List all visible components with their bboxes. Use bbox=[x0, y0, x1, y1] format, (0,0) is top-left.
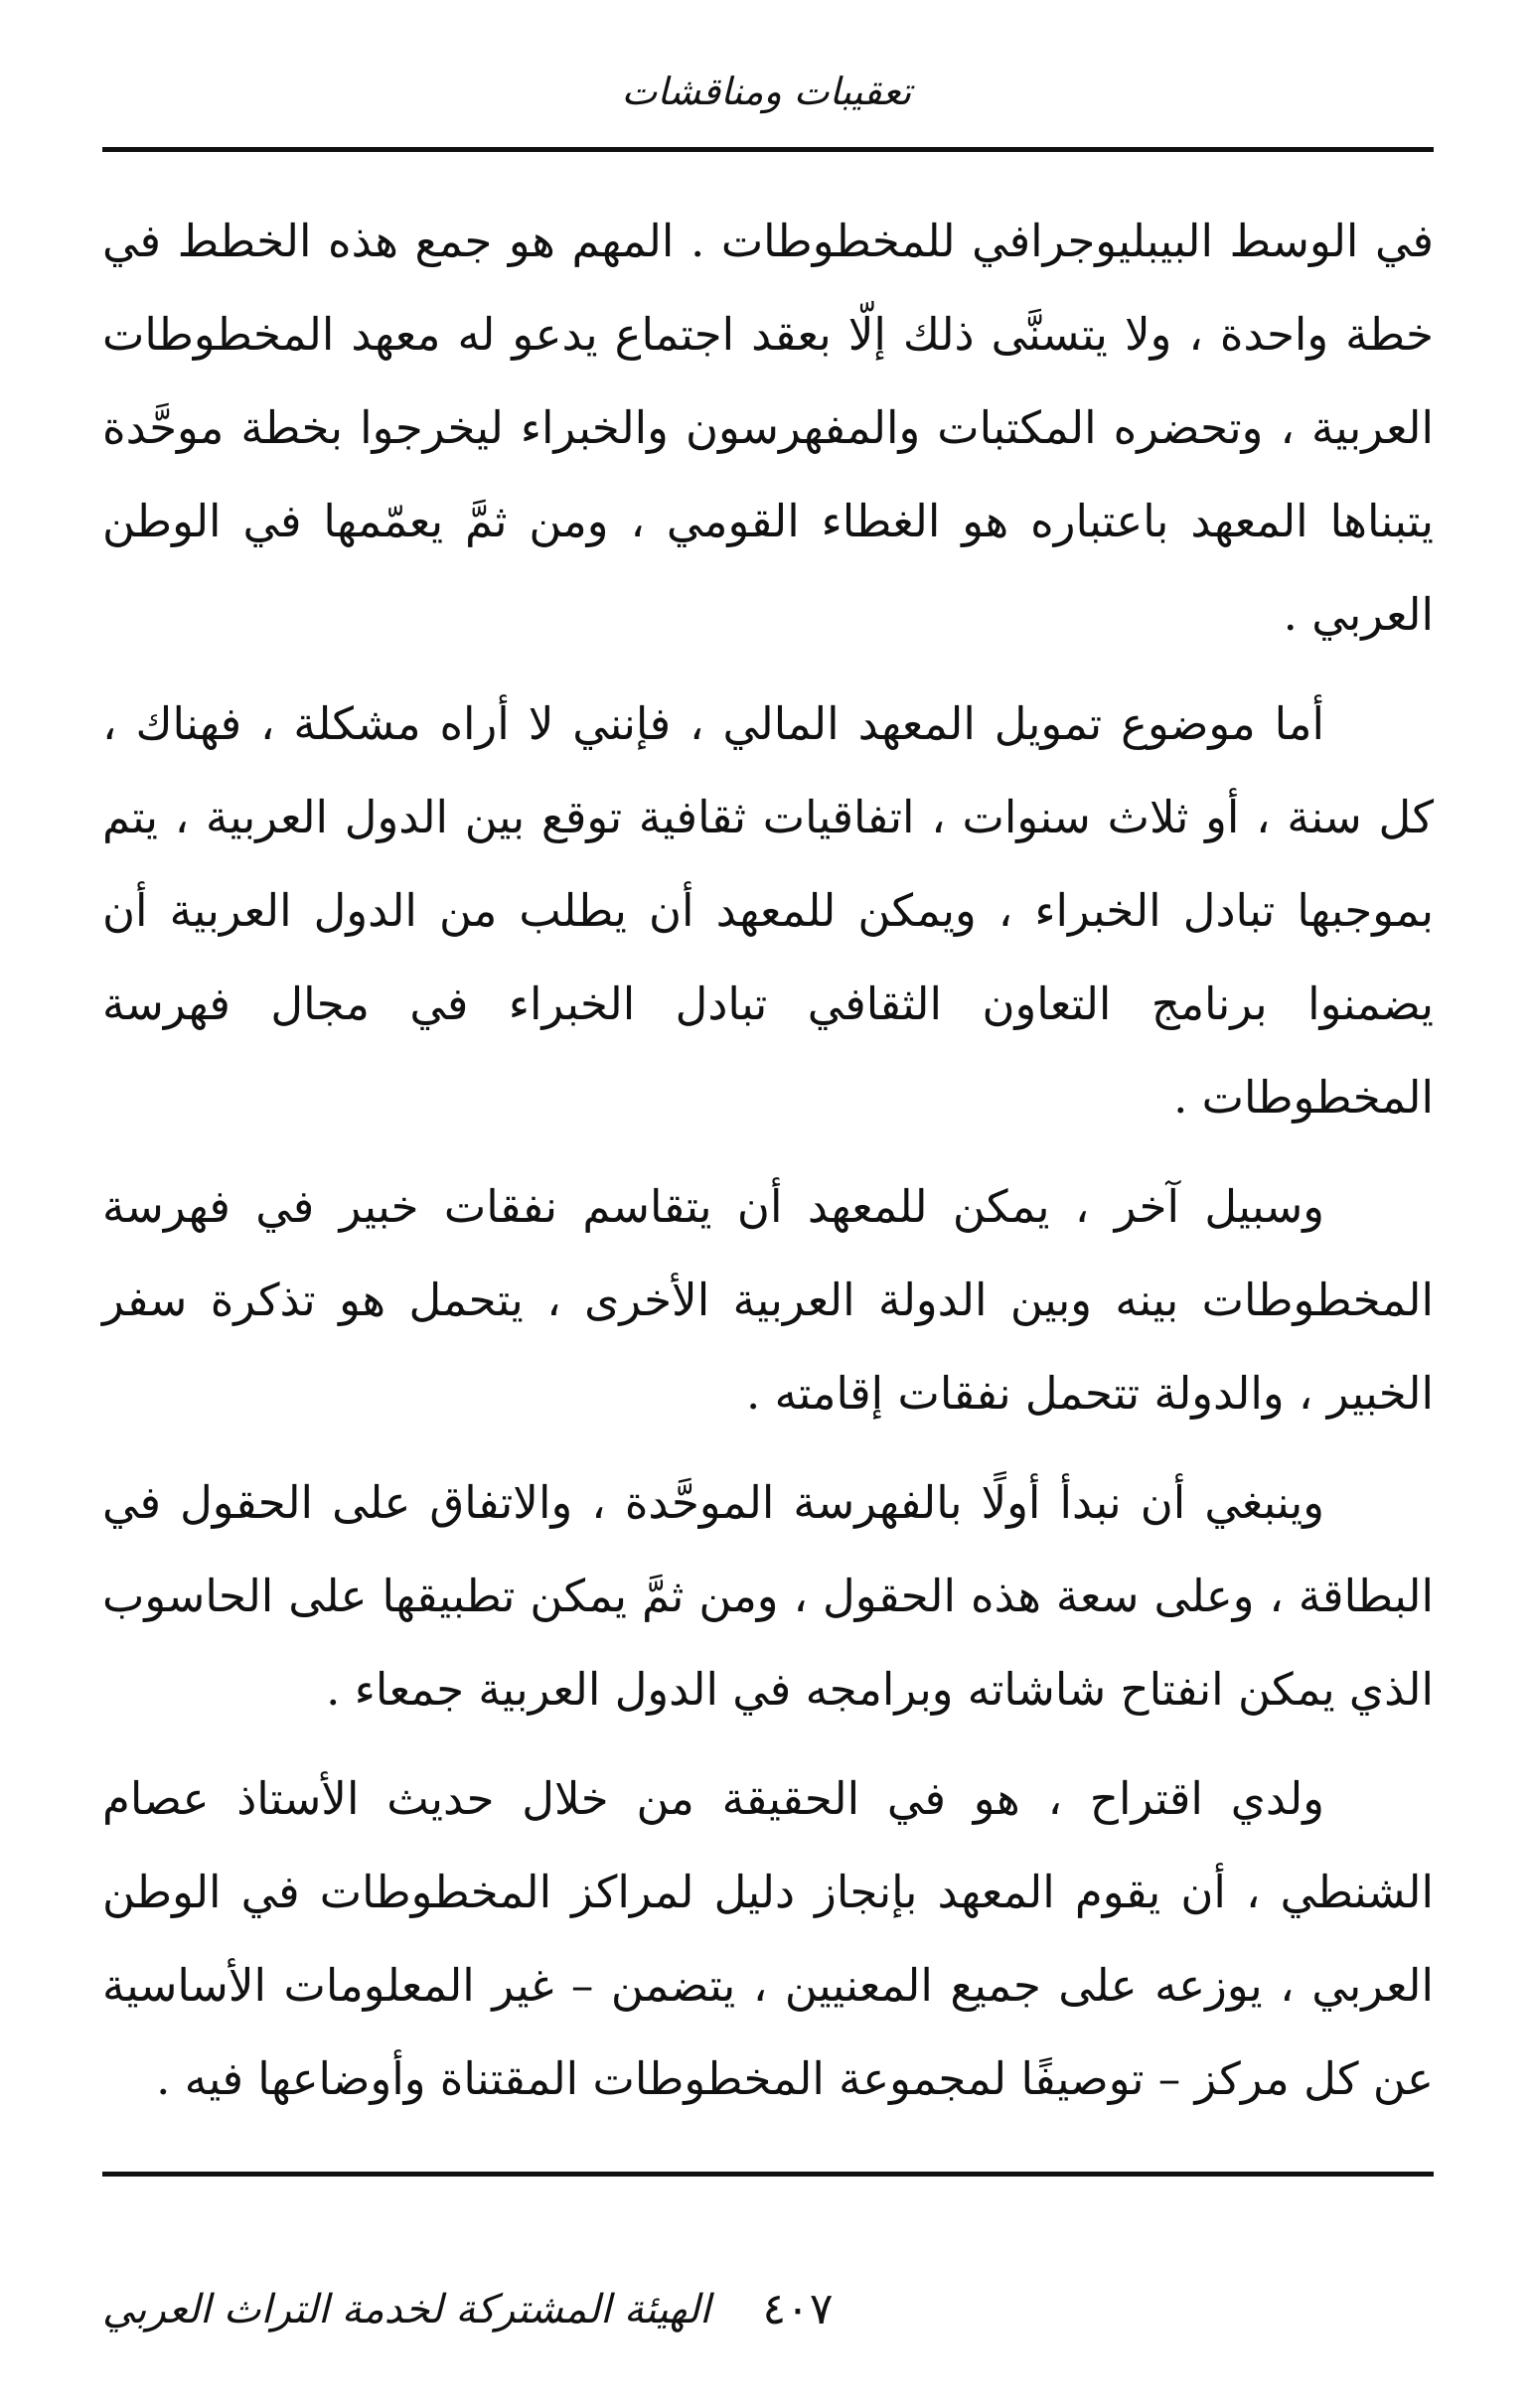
page-number: ٤٠٧ bbox=[762, 2284, 834, 2334]
publisher-name: الهيئة المشتركة لخدمة التراث العربي bbox=[102, 2287, 711, 2333]
paragraph-5: ولدي اقتراح ، هو في الحقيقة من خلال حديث الأستاذ عصام الشنطي ، أن يقوم المعهد بإنجاز دليل لمراكز المخطوطات في الوطن العربي ، يوزعه على جميع المعنيين ، يتضمن – غير المعلومات الأساسية عن كل مركز – توصيفًا لمجموعة المخطوطات المقتناة وأوضاعها فيه . bbox=[102, 1772, 1434, 2105]
footer-rule bbox=[102, 2172, 1434, 2177]
paragraph-2: أما موضوع تمويل المعهد المالي ، فإنني لا أراه مشكلة ، فهناك ، كل سنة ، أو ثلاث سنوات ، اتفاقيات ثقافية توقع بين الدول العربية ، يتم بموجبها تبادل الخبراء ، ويمكن للمعهد أن يطلب من الدول العربية أن يضمنوا برنامج التعاون الثقافي تبادل الخبراء في مجال فهرسة المخطوطات . bbox=[102, 697, 1434, 1124]
paragraph-4: وينبغي أن نبدأ أولًا بالفهرسة الموحَّدة ، والاتفاق على الحقول في البطاقة ، وعلى سعة هذه الحقول ، ومن ثمَّ يمكن تطبيقها على الحاسوب الذي يمكن انفتاح شاشاته وبرامجه في الدول العربية جمعاء . bbox=[102, 1476, 1434, 1716]
paragraph-1: في الوسط البيبليوجرافي للمخطوطات . المهم هو جمع هذه الخطط في خطة واحدة ، ولا يتسنَّى ذلك إلّا بعقد اجتماع يدعو له معهد المخطوطات العربية ، وتحضره المكتبات والمفهرسون والخبراء ليخرجوا بخطة موحَّدة يتبناها المعهد باعتباره هو الغطاء القومي ، ومن ثمَّ يعمّمها في الوطن العربي . bbox=[102, 215, 1434, 641]
page-footer bbox=[102, 2275, 1434, 2344]
body-text bbox=[102, 195, 1434, 2142]
header-rule bbox=[102, 147, 1434, 152]
paragraph-3: وسبيل آخر ، يمكن للمعهد أن يتقاسم نفقات خبير في فهرسة المخطوطات بينه وبين الدولة العربية الأخرى ، يتحمل هو تذكرة سفر الخبير ، والدولة تتحمل نفقات إقامته . bbox=[102, 1180, 1434, 1420]
running-header-title: تعقيبات ومناقشات bbox=[621, 70, 912, 113]
